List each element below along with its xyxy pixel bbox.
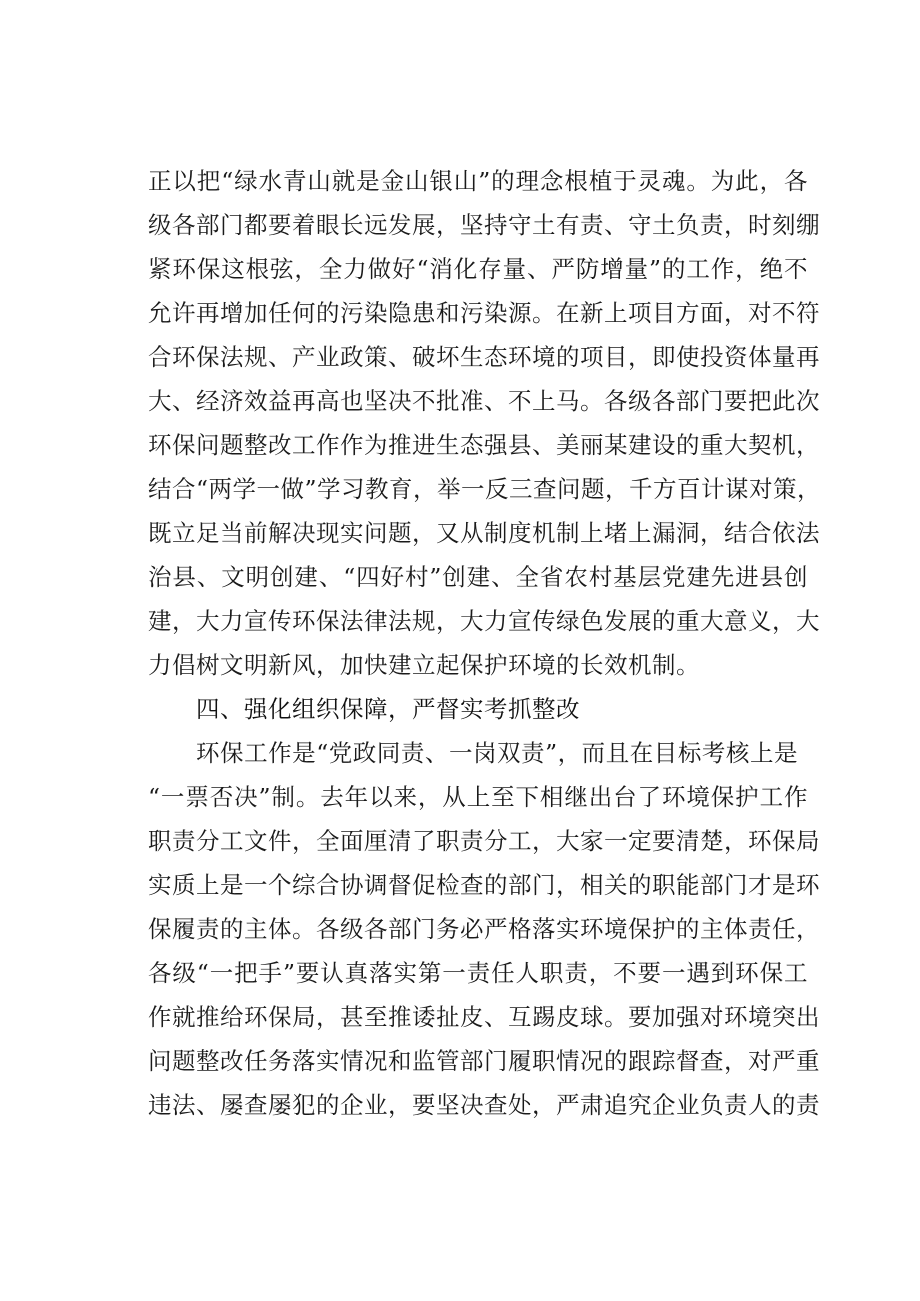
paragraph-line: 力倡树文明新风，加快建立起保护环境的长效机制。 xyxy=(148,651,700,679)
paragraph-line: 结合“两学一做”学习教育，举一反三查问题，千方百计谋对策， xyxy=(148,475,822,503)
paragraph-line: 实质上是一个综合协调督促检查的部门，相关的职能部门才是环 xyxy=(148,871,820,899)
paragraph-line: 大、经济效益再高也坚决不批准、不上马。各级各部门要把此次 xyxy=(148,387,820,415)
section-heading: 四、强化组织保障，严督实考抓整改 xyxy=(196,695,580,723)
paragraph-line: 允许再增加任何的污染隐患和污染源。在新上项目方面，对不符 xyxy=(148,299,820,327)
paragraph-line: 作就推给环保局，甚至推诿扯皮、互踢皮球。要加强对环境突出 xyxy=(148,1003,820,1031)
paragraph-line: 违法、屡查屡犯的企业，要坚决查处，严肃追究企业负责人的责 xyxy=(148,1091,820,1119)
paragraph-line: 正以把“绿水青山就是金山银山”的理念根植于灵魂。为此，各 xyxy=(148,167,808,195)
paragraph-line: 级各部门都要着眼长远发展，坚持守土有责、守土负责，时刻绷 xyxy=(148,211,820,239)
paragraph-line: 保履责的主体。各级各部门务必严格落实环境保护的主体责任， xyxy=(148,915,820,943)
paragraph-line: 紧环保这根弦，全力做好“消化存量、严防增量”的工作，绝不 xyxy=(148,255,808,283)
paragraph-line: 合环保法规、产业政策、破坏生态环境的项目，即使投资体量再 xyxy=(148,343,820,371)
paragraph-line: 职责分工文件，全面厘清了职责分工，大家一定要清楚，环保局 xyxy=(148,827,820,855)
paragraph-line: 各级“一把手”要认真落实第一责任人职责，不要一遇到环保工 xyxy=(148,959,808,987)
paragraph-line: 环保工作是“党政同责、一岗双责”，而且在目标考核上是 xyxy=(196,739,798,767)
paragraph-line: 治县、文明创建、“四好村”创建、全省农村基层党建先进县创 xyxy=(148,563,808,591)
paragraph-line: 建，大力宣传环保法律法规，大力宣传绿色发展的重大意义，大 xyxy=(148,607,820,635)
paragraph-line: “一票否决”制。去年以来，从上至下相继出台了环境保护工作 xyxy=(148,783,808,811)
paragraph-line: 问题整改任务落实情况和监管部门履职情况的跟踪督查，对严重 xyxy=(148,1047,820,1075)
paragraph-line: 环保问题整改工作作为推进生态强县、美丽某建设的重大契机， xyxy=(148,431,820,459)
paragraph-line: 既立足当前解决现实问题，又从制度机制上堵上漏洞，结合依法 xyxy=(148,519,820,547)
